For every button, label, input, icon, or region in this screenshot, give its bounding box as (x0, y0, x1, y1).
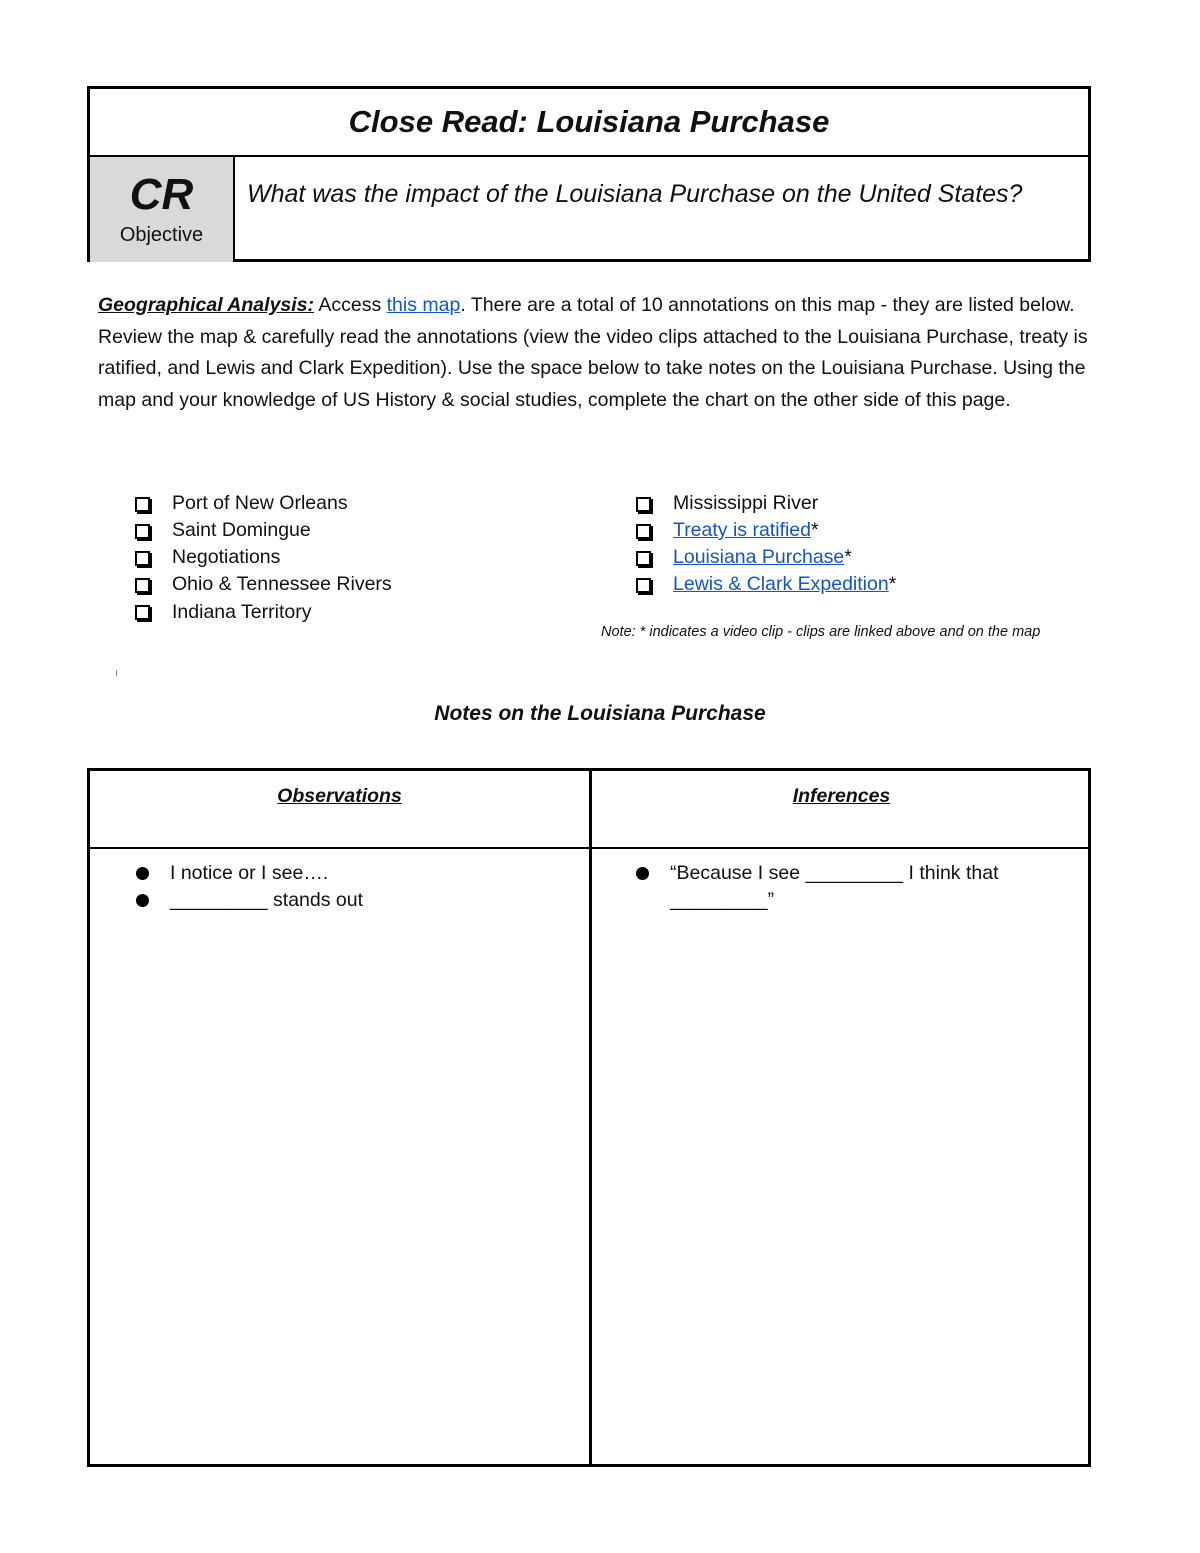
intro-text-after-link: . There are a total of 10 annotations on this map - they are listed below. Review the map & carefully read the annotations (view the video clips attached to the Louisiana Purchase, treaty is ratified, and Lewis and Clark Expedition). Use the space below to take notes on the Louisiana Purchase. Using the map and your knowledge of US History & social studies, complete the chart on the other side of this page. (98, 294, 1088, 411)
bullet-icon (636, 867, 649, 880)
checkbox-icon[interactable] (135, 605, 150, 620)
list-item (135, 490, 392, 517)
stray-mark (116, 670, 117, 676)
list-item (636, 571, 896, 598)
bullet-text: “Because I see _________ I think that _________” (670, 862, 999, 911)
list-item-label: Indiana Territory (172, 600, 312, 623)
list-item-label: Mississippi River (673, 492, 819, 514)
checkbox-icon[interactable] (135, 497, 150, 512)
inferences-header: Inferences (792, 785, 891, 807)
intro-paragraph (98, 290, 1088, 416)
badge-label: Objective (119, 224, 204, 246)
list-item (135, 598, 392, 626)
checkbox-icon[interactable] (135, 551, 150, 566)
checkbox-icon[interactable] (135, 524, 150, 539)
video-marker: * (844, 546, 852, 568)
map-link[interactable]: this map (386, 294, 461, 316)
list-item-label: Ohio & Tennessee Rivers (172, 573, 392, 595)
checkbox-icon[interactable] (636, 524, 651, 539)
video-note: Note: * indicates a video clip - clips are linked above and on the map (601, 624, 1041, 640)
list-item (135, 517, 392, 544)
video-marker: * (811, 519, 819, 541)
annotation-list-left (135, 490, 392, 626)
bullet-icon (136, 867, 149, 880)
intro-text-before-link: Access (314, 294, 387, 316)
checkbox-icon[interactable] (135, 578, 150, 593)
notes-heading: Notes on the Louisiana Purchase (434, 702, 766, 725)
list-item (636, 490, 896, 517)
bullet-text: _________ stands out (170, 889, 364, 911)
video-marker: * (888, 573, 897, 595)
notes-table (87, 768, 1091, 1467)
inferences-bullets (636, 860, 1046, 914)
intro-heading: Geographical Analysis: (98, 294, 315, 316)
header-box (87, 86, 1091, 262)
list-item-label: Saint Domingue (172, 519, 311, 541)
bullet-item (136, 860, 566, 887)
list-item-label: Negotiations (172, 546, 281, 568)
checkbox-icon[interactable] (636, 578, 651, 593)
title-row (90, 89, 1088, 157)
page-title: Close Read: Louisiana Purchase (348, 104, 830, 139)
column-divider (589, 771, 592, 1464)
bullet-icon (136, 894, 149, 907)
treaty-ratified-link[interactable]: Treaty is ratified (673, 519, 811, 541)
list-item (135, 544, 392, 571)
observations-bullets (136, 860, 566, 914)
bullet-text: I notice or I see…. (170, 862, 329, 884)
checkbox-icon[interactable] (636, 551, 651, 566)
observations-header: Observations (277, 785, 402, 807)
header-divider (90, 847, 1088, 849)
list-item (135, 571, 392, 598)
objective-question: What was the impact of the Louisiana Purchase on the United States? (247, 180, 1023, 208)
annotation-list-right (636, 490, 896, 598)
list-item (636, 544, 896, 571)
objective-badge (90, 157, 235, 262)
list-item (636, 517, 896, 544)
louisiana-purchase-link[interactable]: Louisiana Purchase (673, 546, 845, 568)
list-item-label: Port of New Orleans (172, 492, 348, 514)
badge-code: CR (129, 170, 194, 219)
lewis-clark-link[interactable]: Lewis & Clark Expedition (673, 573, 889, 595)
bullet-item (136, 887, 566, 914)
checkbox-icon[interactable] (636, 497, 651, 512)
objective-row (90, 157, 1088, 262)
bullet-item (636, 860, 1046, 914)
